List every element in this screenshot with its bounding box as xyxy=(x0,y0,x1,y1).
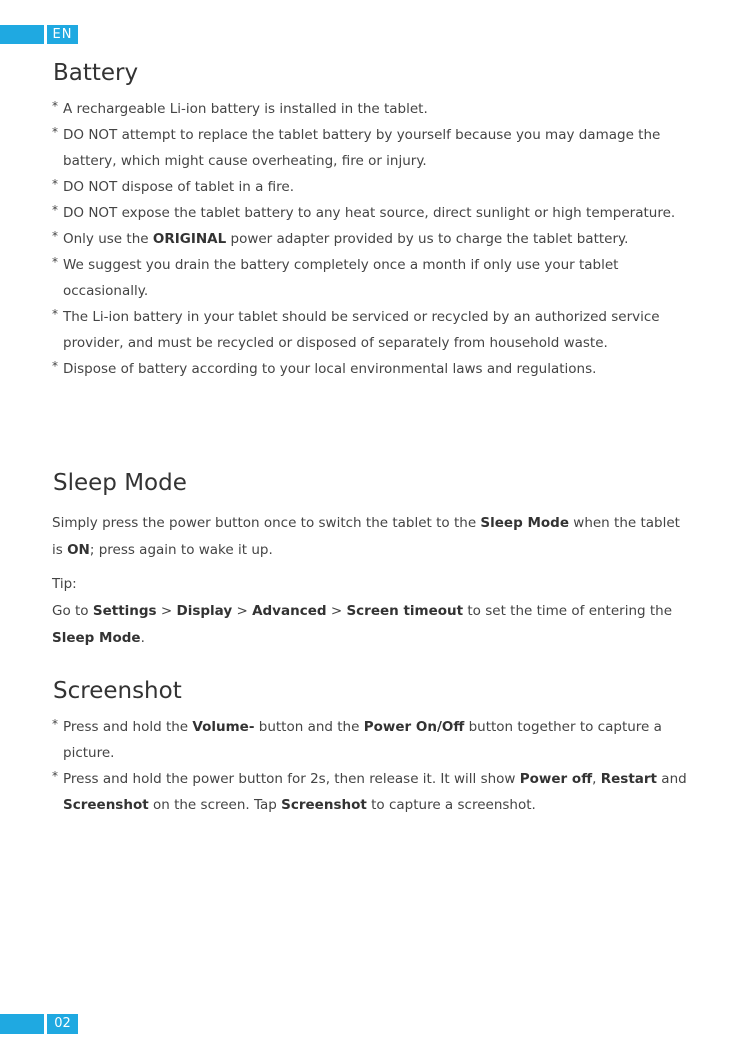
page-number: 02 xyxy=(47,1014,78,1034)
bullet-item xyxy=(52,356,692,382)
body-text: on the screen. Tap xyxy=(148,797,282,813)
body-text: to capture a screenshot. xyxy=(366,797,536,813)
body-text: DO NOT dispose of tablet in a fire. xyxy=(63,179,294,195)
bullet-item xyxy=(52,226,692,252)
body-text: Go to xyxy=(52,603,93,619)
body-text: Press and hold the power button for 2s, then release it. It will show xyxy=(63,771,520,787)
emphasis-text: ON xyxy=(67,542,90,558)
body-text: button and the xyxy=(254,719,364,735)
body-text: Dispose of battery according to your local environmental laws and regulations. xyxy=(63,361,597,377)
body-text: and xyxy=(657,771,687,787)
screenshot-heading: Screenshot xyxy=(53,678,182,704)
emphasis-text: Volume- xyxy=(192,719,255,735)
body-text: > xyxy=(326,603,347,619)
sleep-mode-heading: Sleep Mode xyxy=(53,470,187,496)
body-text: when the tablet is xyxy=(52,515,680,558)
emphasis-text: Settings xyxy=(92,603,157,619)
emphasis-text: Power On/Off xyxy=(363,719,465,735)
battery-list xyxy=(52,96,692,382)
body-text: power adapter provided by us to charge the tablet battery. xyxy=(226,231,629,247)
emphasis-text: Screenshot xyxy=(63,797,149,813)
bullet-item xyxy=(52,252,692,304)
bullet-item xyxy=(52,174,692,200)
body-text: Press and hold the xyxy=(63,719,193,735)
body-text: We suggest you drain the battery completely once a month if only use your tablet occasionally. xyxy=(63,257,619,299)
emphasis-text: Power off xyxy=(519,771,593,787)
body-text: to set the time of entering the xyxy=(463,603,673,619)
sleep-mode-text xyxy=(52,510,692,564)
body-text: , xyxy=(592,771,601,787)
emphasis-text: Screen timeout xyxy=(346,603,464,619)
bullet-item xyxy=(52,766,692,818)
header-accent-bar xyxy=(0,25,44,44)
bullet-item xyxy=(52,122,692,174)
emphasis-text: Advanced xyxy=(252,603,327,619)
body-text: Simply press the power button once to switch the tablet to the xyxy=(52,515,481,531)
bullet-item xyxy=(52,96,692,122)
language-tag: EN xyxy=(47,25,78,44)
bullet-item xyxy=(52,714,692,766)
body-text: Only use the xyxy=(63,231,153,247)
emphasis-text: Restart xyxy=(600,771,657,787)
emphasis-text: Sleep Mode xyxy=(480,515,569,531)
screenshot-list xyxy=(52,714,692,818)
body-text: DO NOT attempt to replace the tablet battery by yourself because you may damage the battery, which might cause overheating, fire or injury. xyxy=(63,127,661,169)
tip-label: Tip: xyxy=(52,576,77,592)
battery-heading: Battery xyxy=(53,60,139,86)
body-text: The Li-ion battery in your tablet should be serviced or recycled by an authorized service provider, and must be recycled or disposed of separately from household waste. xyxy=(63,309,660,351)
tip-text xyxy=(52,598,692,652)
body-text: ; press again to wake it up. xyxy=(89,542,273,558)
body-text: > xyxy=(232,603,253,619)
emphasis-text: ORIGINAL xyxy=(152,231,227,247)
emphasis-text: Screenshot xyxy=(281,797,367,813)
emphasis-text: Display xyxy=(176,603,233,619)
body-text: > xyxy=(156,603,177,619)
bullet-item xyxy=(52,200,692,226)
body-text: button together to capture a picture. xyxy=(63,719,662,761)
bullet-item xyxy=(52,304,692,356)
body-text: . xyxy=(140,630,145,646)
body-text: A rechargeable Li-ion battery is installed in the tablet. xyxy=(63,101,428,117)
footer-accent-bar xyxy=(0,1014,44,1034)
body-text: DO NOT expose the tablet battery to any heat source, direct sunlight or high temperature. xyxy=(63,205,676,221)
emphasis-text: Sleep Mode xyxy=(52,630,141,646)
